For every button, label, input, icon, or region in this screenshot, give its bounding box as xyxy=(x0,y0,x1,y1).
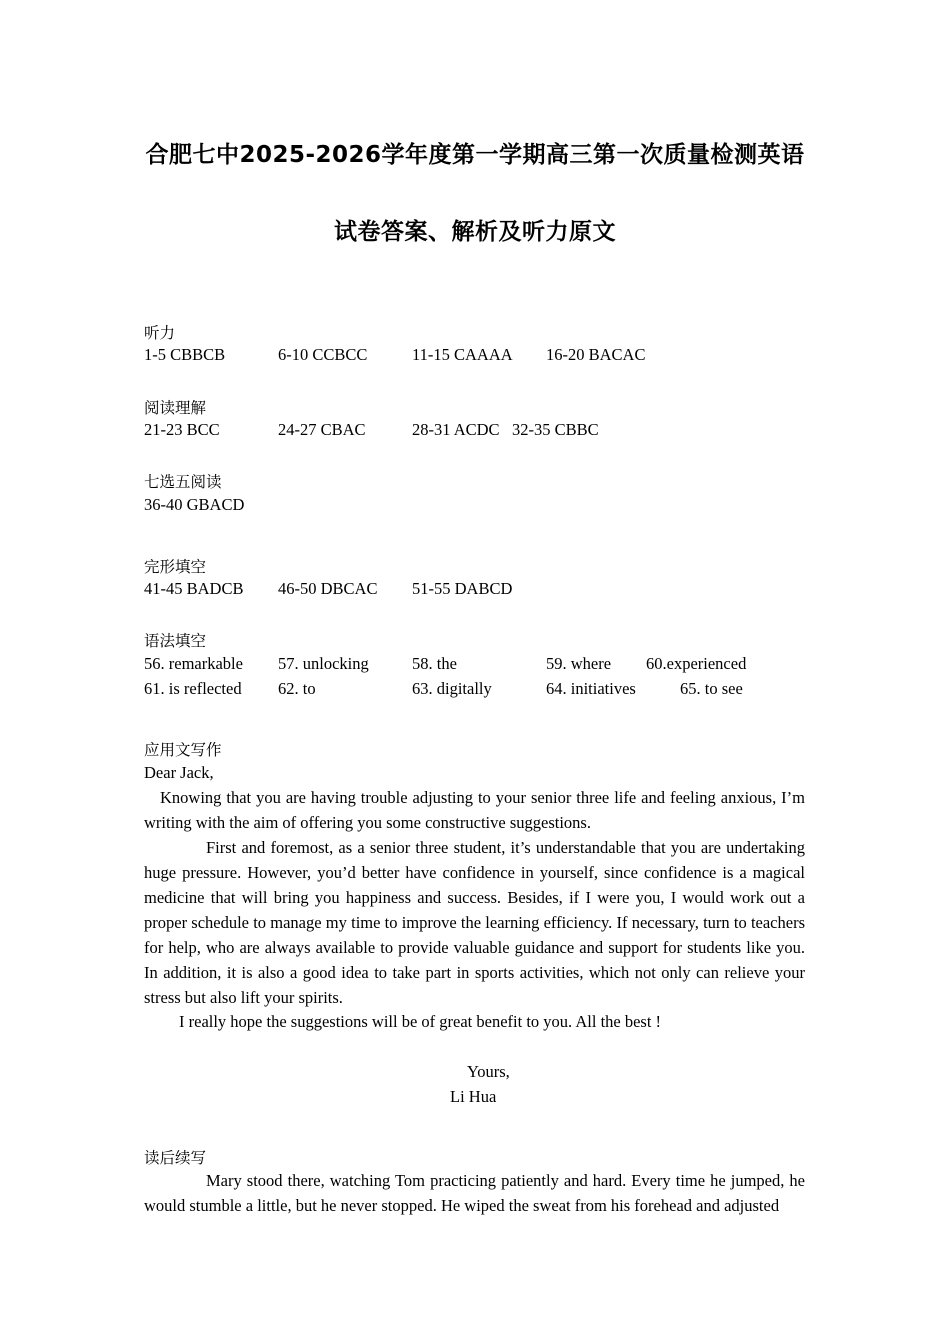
answer-item: 65. to see xyxy=(680,679,743,698)
answer-group: 6-10 CCBCC xyxy=(278,345,368,364)
answer-item: 56. remarkable xyxy=(144,654,243,673)
letter-closing: Yours, xyxy=(467,1062,510,1081)
seven-five-heading: 七选五阅读 xyxy=(144,473,222,491)
answer-group: 51-55 DABCD xyxy=(412,579,513,598)
continuation-paragraph-1: Mary stood there, watching Tom practicing patiently and hard. Every time he jumped, he would stumble a little, but he never stopped. He wiped the sweat from his forehead and adjusted xyxy=(144,1171,805,1215)
answer-item: 62. to xyxy=(278,679,316,698)
writing-heading: 应用文写作 xyxy=(144,741,222,759)
answer-item: 58. the xyxy=(412,654,457,673)
answer-group: 41-45 BADCB xyxy=(144,579,244,598)
document-title-line1: 合肥七中2025-2026学年度第一学期高三第一次质量检测英语 xyxy=(145,142,805,168)
grammar-heading: 语法填空 xyxy=(144,632,207,650)
listening-heading: 听力 xyxy=(144,324,176,342)
answer-group: 32-35 CBBC xyxy=(512,420,599,439)
answer-item: 57. unlocking xyxy=(278,654,369,673)
letter-paragraph-2: First and foremost, as a senior three student, it’s understandable that you are undertaking huge pressure. However, you’d better have confidence in yourself, since confidence is a magical medicine that will bring you happiness and success. Besides, if I were you, I would work out a proper schedule to manage my time to improve the learning efficiency. If necessary, turn to teachers for help, who are always available to provide valuable guidance and support for students like you. In addition, it is also a good idea to take part in sports activities, which not only can relieve your stress but also lift your spirits. xyxy=(144,838,805,1007)
answer-item: 64. initiatives xyxy=(546,679,636,698)
cloze-heading: 完形填空 xyxy=(144,558,207,576)
answer-item: 59. where xyxy=(546,654,612,673)
letter-paragraph-3: I really hope the suggestions will be of great benefit to you. All the best ! xyxy=(179,1012,662,1031)
continuation-heading: 读后续写 xyxy=(144,1149,207,1167)
letter-signature: Li Hua xyxy=(450,1087,497,1106)
letter-paragraph-1: Knowing that you are having trouble adjusting to your senior three life and feeling anxious, I’m writing with the aim of offering you some constructive suggestions. xyxy=(144,788,805,832)
answer-group: 16-20 BACAC xyxy=(546,345,646,364)
answer-group: 1-5 CBBCB xyxy=(144,345,226,364)
reading-heading: 阅读理解 xyxy=(144,399,207,417)
answer-item: 61. is reflected xyxy=(144,679,242,698)
answer-group: 24-27 CBAC xyxy=(278,420,366,439)
answer-group: 28-31 ACDC xyxy=(412,420,500,439)
document-title-line2: 试卷答案、解析及听力原文 xyxy=(334,219,616,245)
answer-group: 11-15 CAAAA xyxy=(412,345,513,364)
answer-item: 60.experienced xyxy=(646,654,747,673)
answer-item: 63. digitally xyxy=(412,679,492,698)
answer-group: 46-50 DBCAC xyxy=(278,579,378,598)
letter-salutation: Dear Jack, xyxy=(144,763,214,782)
answer-group: 36-40 GBACD xyxy=(144,495,245,514)
answer-group: 21-23 BCC xyxy=(144,420,220,439)
